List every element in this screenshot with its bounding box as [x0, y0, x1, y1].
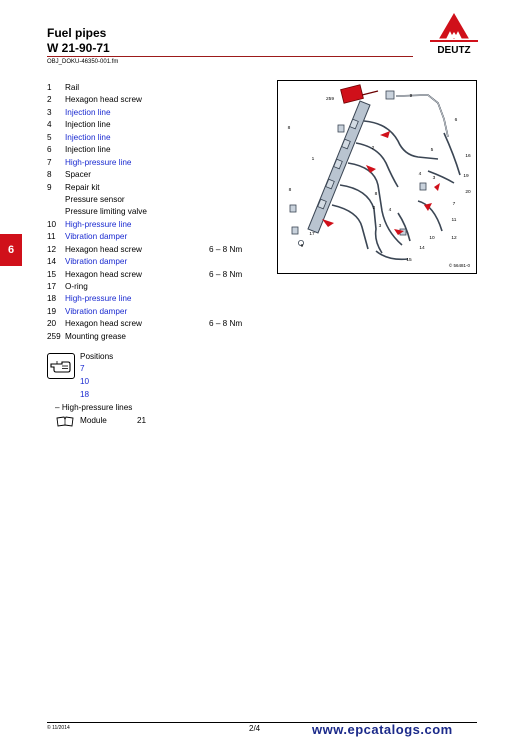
figure-callout: 9 — [300, 244, 304, 249]
parts-list-row — [47, 144, 267, 156]
part-number: 2 — [47, 95, 52, 105]
part-label[interactable]: Vibration damper — [65, 306, 128, 316]
pointing-hand-icon — [48, 354, 74, 378]
part-torque: 6 – 8 Nm — [209, 269, 243, 279]
position-link-7[interactable]: 7 — [80, 364, 85, 373]
positions-title: Positions — [80, 352, 114, 361]
part-number: 15 — [47, 269, 57, 279]
part-number: 11 — [47, 232, 56, 242]
parts-list-row — [47, 269, 267, 281]
parts-list-row — [47, 119, 267, 131]
part-label[interactable]: Vibration damper — [65, 257, 128, 267]
part-number: 8 — [47, 170, 52, 180]
part-number: 20 — [47, 319, 57, 329]
figure-callout: 3 — [432, 176, 436, 181]
fuel-pipes-diagram — [277, 80, 477, 274]
parts-list-row — [47, 194, 267, 206]
part-label: Hexagon head screw — [65, 269, 142, 279]
figure-callout: 8 — [287, 126, 291, 131]
parts-list-row — [47, 231, 267, 243]
book-icon — [56, 416, 74, 427]
part-label: Mounting grease — [65, 331, 126, 341]
parts-list-row — [47, 107, 267, 119]
reference-box — [47, 353, 75, 379]
parts-list-row — [47, 206, 267, 218]
figure-callout: 1 — [311, 157, 315, 162]
part-number: 4 — [47, 120, 52, 130]
part-label: Pressure sensor — [65, 194, 125, 204]
part-number: 18 — [47, 294, 57, 304]
pipe-set — [332, 95, 460, 259]
part-number: 12 — [47, 244, 57, 254]
part-number: 1 — [47, 83, 52, 92]
figure-callout: 9 — [409, 94, 413, 99]
parts-list-row — [47, 157, 267, 169]
figure-callout: 10 — [429, 236, 435, 241]
header-rule — [47, 56, 413, 57]
part-number: 19 — [47, 306, 57, 316]
part-label: O-ring — [65, 282, 88, 291]
part-number: 10 — [47, 219, 57, 229]
deutz-logo-text: DEUTZ — [437, 45, 471, 56]
part-label: Hexagon head screw — [65, 319, 142, 329]
part-label: Hexagon head screw — [65, 244, 142, 254]
parts-list-row — [47, 182, 267, 194]
part-label: Rail — [65, 83, 80, 92]
part-number: 9 — [47, 182, 52, 192]
parts-list-row — [47, 169, 267, 181]
part-label[interactable]: High-pressure line — [65, 219, 132, 229]
parts-list-row — [47, 132, 267, 144]
position-link-18[interactable]: 18 — [80, 390, 90, 399]
figure-callout: 8 — [288, 188, 292, 193]
part-number: 6 — [47, 145, 52, 155]
high-pressure-note: – High-pressure lines — [55, 403, 133, 412]
part-torque: 6 – 8 Nm — [209, 319, 243, 329]
page-title: Fuel pipes — [47, 26, 107, 40]
part-label[interactable]: Injection line — [65, 107, 111, 117]
part-number: 7 — [47, 157, 52, 167]
part-label[interactable]: High-pressure line — [65, 157, 132, 167]
parts-list-row — [47, 256, 267, 268]
position-link-10[interactable]: 10 — [80, 377, 90, 386]
footer-page-number: 2/4 — [249, 724, 261, 733]
chapter-tab[interactable]: 6 — [0, 234, 22, 266]
footer-website-link[interactable]: www.epcatalogs.com — [312, 722, 453, 737]
part-label[interactable]: Injection line — [65, 132, 111, 142]
figure-callout: 2 — [372, 206, 376, 211]
figure-callout: 259 — [325, 97, 335, 102]
deutz-logo — [428, 12, 480, 58]
part-number: 5 — [47, 132, 52, 142]
figure-callout: 7 — [452, 202, 456, 207]
mounting-grease-tube — [341, 85, 364, 103]
part-torque: 6 – 8 Nm — [209, 244, 243, 254]
part-label: Injection line — [65, 120, 111, 130]
part-number: 259 — [47, 331, 61, 341]
figure-callout: 4 — [418, 172, 422, 177]
part-number: 14 — [47, 257, 57, 267]
part-label: Injection line — [65, 145, 111, 155]
parts-list-row — [47, 318, 267, 330]
parts-list-row — [47, 82, 267, 94]
part-number: 3 — [47, 107, 52, 117]
module-label: Module — [80, 416, 107, 425]
figure-callout: 14 — [419, 246, 425, 251]
figure-callout: 17 — [309, 232, 315, 237]
parts-list-row — [47, 331, 267, 343]
part-number: 17 — [47, 282, 57, 291]
figure-callout: 8 — [374, 192, 378, 197]
footer-copyright: © 11/2014 — [47, 725, 70, 731]
parts-list-row — [47, 94, 267, 106]
module-number[interactable]: 21 — [137, 416, 147, 425]
part-label: Repair kit — [65, 182, 100, 192]
figure-callout: 4 — [388, 208, 392, 213]
figure-callout: 15 — [406, 258, 412, 263]
part-label[interactable]: High-pressure line — [65, 294, 132, 304]
page-subtitle: W 21-90-71 — [47, 41, 110, 55]
figure-callout: 2 — [371, 146, 375, 151]
document-reference: OBJ_DOKU-46350-001.fm — [47, 59, 119, 65]
parts-list-row — [47, 219, 267, 231]
part-label: Hexagon head screw — [65, 95, 142, 105]
parts-list-row — [47, 293, 267, 305]
figure-callout: 16 — [465, 154, 471, 159]
figure-callout: 19 — [463, 174, 469, 179]
parts-list-row — [47, 281, 267, 293]
parts-list-row — [47, 244, 267, 256]
figure-callout: 11 — [451, 218, 457, 223]
part-label: Spacer — [65, 170, 91, 180]
parts-list-row — [47, 306, 267, 318]
figure-callout: 3 — [378, 224, 382, 229]
figure-callout: 20 — [465, 190, 471, 195]
figure-callout: 6 — [454, 118, 458, 123]
part-label: Pressure limiting valve — [65, 207, 147, 217]
parts-list — [47, 82, 267, 343]
figure-callout: 12 — [451, 236, 457, 241]
part-label[interactable]: Vibration damper — [65, 232, 128, 242]
figure-callout: 5 — [430, 148, 434, 153]
figure-code: © 56481-0 — [448, 263, 470, 268]
